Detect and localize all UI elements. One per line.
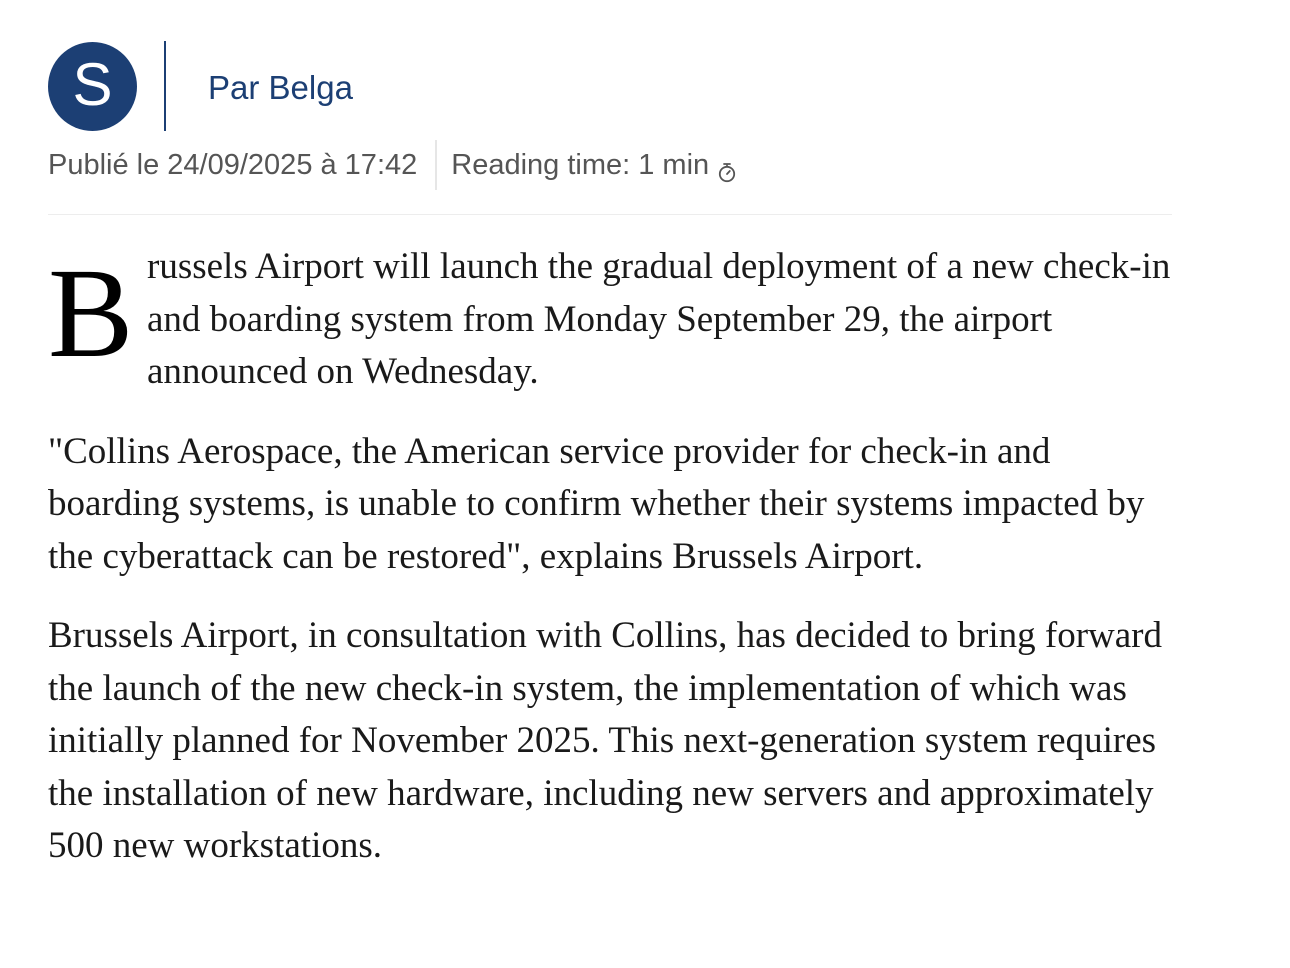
author-byline	[48, 40, 353, 132]
stopwatch-icon	[717, 158, 737, 180]
avatar-letter: S	[72, 51, 113, 118]
published-date: Publié le 24/09/2025 à 17:42	[48, 148, 418, 181]
author-avatar[interactable]	[48, 42, 137, 131]
meta-separator	[48, 214, 1172, 215]
article-paragraph: "Collins Aerospace, the American service provider for check-in and boarding systems, is unable to confirm whether their systems impacted by the cyberattack can be restored", explains Brussels Airport.	[48, 430, 1145, 577]
article-paragraph: Brussels Airport, in consultation with Collins, has decided to bring forward the launch of the new check-in system, the implementation of which was initially planned for November 2025. This next-generation system requires the installation of new hardware, including new servers and approximately 500 new workstations.	[48, 615, 1162, 866]
drop-cap: B	[48, 242, 134, 384]
meta-divider	[435, 140, 437, 190]
lead-text: russels Airport will launch the gradual deployment of a new check-in and boarding system from Monday September 29, the airport announced on Wednesday.	[147, 246, 1171, 392]
byline-divider	[164, 41, 166, 131]
article-body	[48, 241, 1172, 900]
reading-time: Reading time: 1 min	[451, 148, 710, 181]
article-meta	[48, 140, 737, 190]
lead-paragraph	[48, 241, 1172, 399]
author-name-link[interactable]: Par Belga	[208, 68, 353, 106]
